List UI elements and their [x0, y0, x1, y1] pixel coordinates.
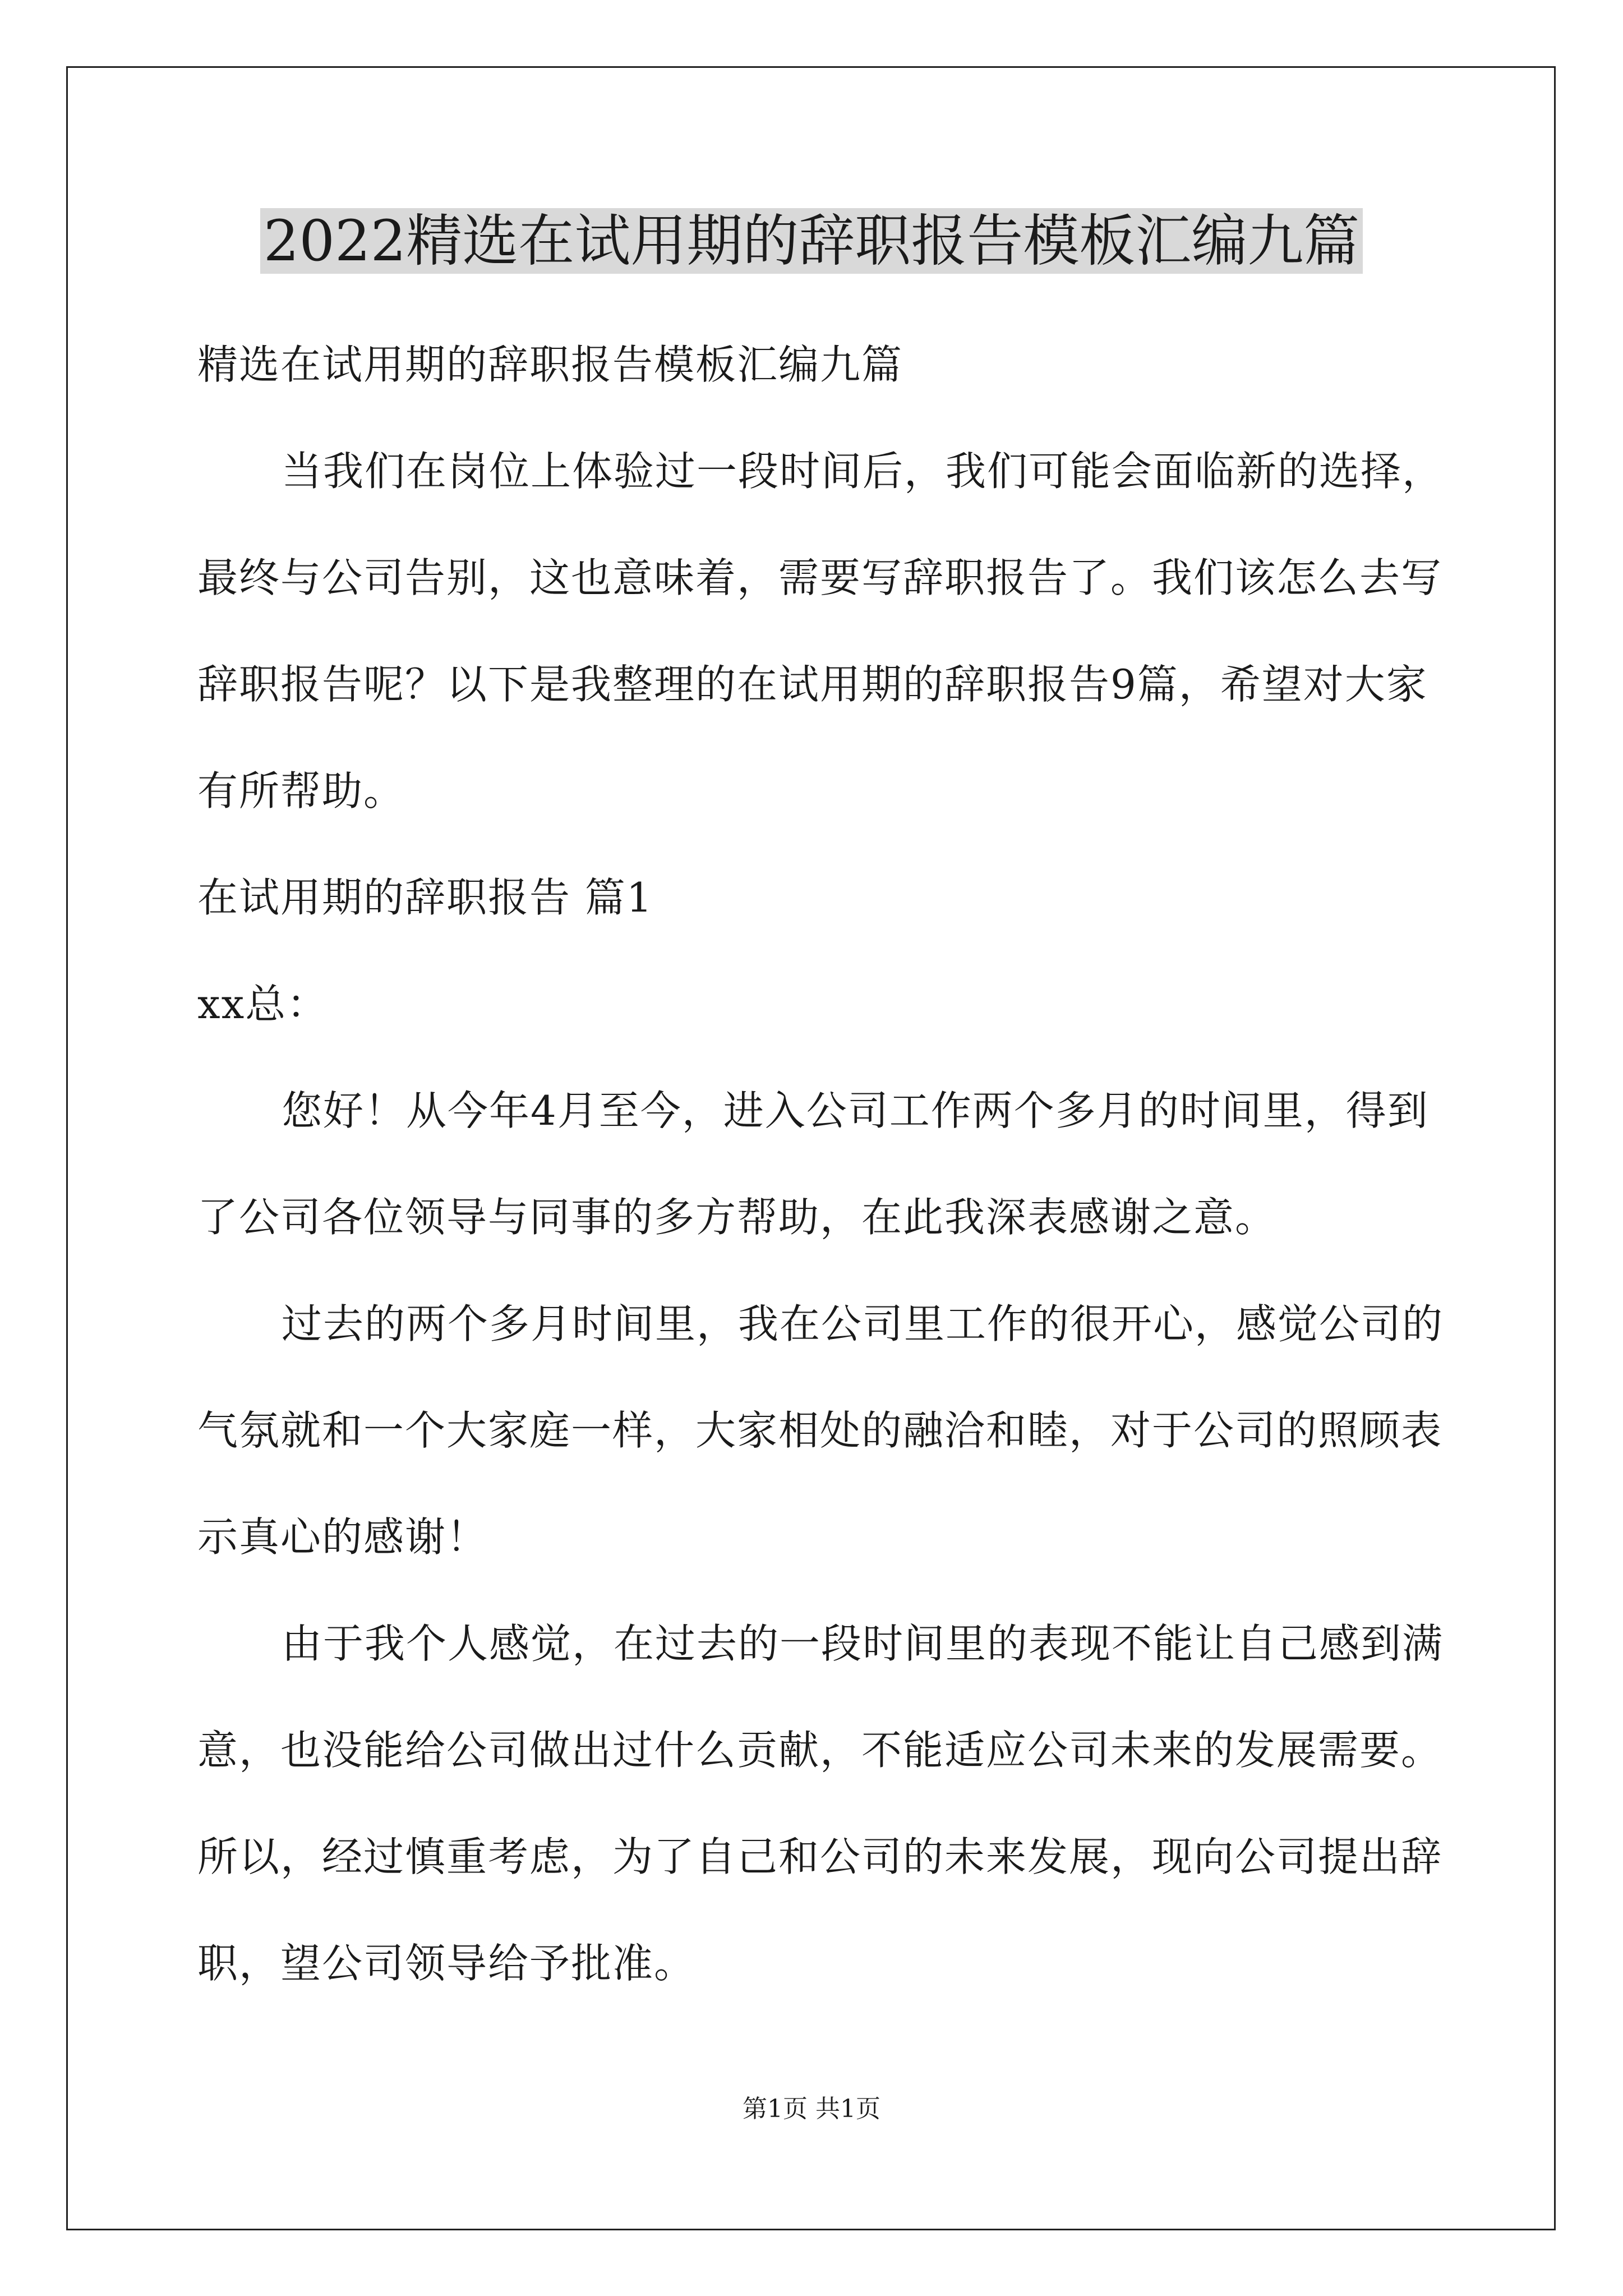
- salutation: xx总：: [197, 981, 329, 1028]
- body-line: 有所帮助。: [197, 767, 405, 815]
- body-line: 当我们在岗位上体验过一段时间后，我们可能会面临新的选择，: [282, 448, 1444, 495]
- body-line: 辞职报告呢？以下是我整理的在试用期的辞职报告9篇，希望对大家: [197, 661, 1428, 708]
- body-line: 由于我个人感觉，在过去的一段时间里的表现不能让自己感到满: [282, 1620, 1444, 1667]
- section-heading: 在试用期的辞职报告 篇1: [197, 874, 653, 921]
- document-body: [197, 311, 1444, 2017]
- body-line: 职，望公司领导给予批准。: [197, 1940, 696, 1987]
- document-title-text: 2022精选在试用期的辞职报告模板汇编九篇: [260, 208, 1363, 274]
- body-line: 示真心的感谢！: [197, 1513, 488, 1561]
- document-title: [0, 205, 1623, 278]
- body-line: 精选在试用期的辞职报告模板汇编九篇: [197, 341, 903, 388]
- body-line: 了公司各位领导与同事的多方帮助，在此我深表感谢之意。: [197, 1194, 1277, 1241]
- body-line: 所以，经过慎重考虑，为了自己和公司的未来发展，现向公司提出辞: [197, 1833, 1443, 1880]
- body-line: 过去的两个多月时间里，我在公司里工作的很开心，感觉公司的: [282, 1300, 1444, 1347]
- body-line: 意，也没能给公司做出过什么贡献，不能适应公司未来的发展需要。: [197, 1727, 1443, 1774]
- page-number-footer: 第1页 共1页: [743, 2095, 880, 2123]
- body-line: 您好！从今年4月至今，进入公司工作两个多月的时间里，得到: [282, 1087, 1429, 1134]
- body-line: 气氛就和一个大家庭一样，大家相处的融洽和睦，对于公司的照顾表: [197, 1407, 1443, 1454]
- body-line: 最终与公司告别，这也意味着，需要写辞职报告了。我们该怎么去写: [197, 554, 1443, 601]
